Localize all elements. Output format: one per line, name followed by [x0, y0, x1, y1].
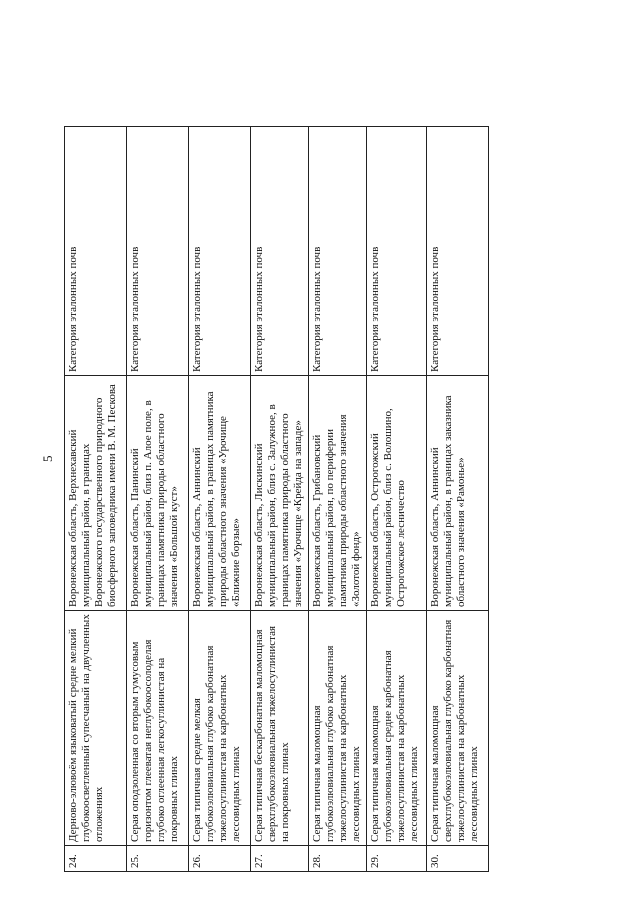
row-number: 30. — [427, 846, 489, 872]
category: Категория эталонных почв — [367, 127, 427, 376]
category: Категория эталонных почв — [309, 127, 367, 376]
category: Категория эталонных почв — [65, 127, 127, 376]
page-number: 5 — [40, 455, 55, 462]
soil-name: Серая типичная маломощная сверхглубокоэлювиальная глубоко карбонатная тяжелосуглинистая на карбонатных лессовидных глинах — [427, 611, 489, 846]
location: Воронежская область, Панинский муниципальный район, близ п. Алое поле, в границах памятника природы областного значения «Большой куст» — [127, 376, 189, 611]
table-row — [367, 127, 427, 872]
location: Воронежская область, Аннинский муниципальный район, в границах памятника природы областного значения «Урочище «Ближние борзые» — [189, 376, 251, 611]
category: Категория эталонных почв — [189, 127, 251, 376]
row-number: 27. — [251, 846, 309, 872]
table-row — [309, 127, 367, 872]
soil-name: Серая типичная маломощная глубокоэлювиальная глубоко карбонатная тяжелосуглинистая на карбонатных лессовидных глинах — [309, 611, 367, 846]
table-row — [189, 127, 251, 872]
location: Воронежская область, Лискинский муниципальный район, близ с. Залужное, в границах памятника природы областного значения «Урочище «Крейда на западе» — [251, 376, 309, 611]
soil-table — [64, 126, 489, 872]
category: Категория эталонных почв — [251, 127, 309, 376]
soil-name: Серая типичная средне мелкая глубокоэлювиальная глубоко карбонатная тяжелосуглинистая на карбонатных лессовидных глинах — [189, 611, 251, 846]
table-row — [65, 127, 127, 872]
soil-name: Дерново-элювоём языковатый средне мелкий глубокоосветленный супесчаный на двучленных отложениях — [65, 611, 127, 846]
table-row — [251, 127, 309, 872]
row-number: 26. — [189, 846, 251, 872]
category: Категория эталонных почв — [127, 127, 189, 376]
soil-name: Серая типичная бескарбонатная маломощная сверхглубокоэлювиальная тяжелосуглинистая на покровных глинах — [251, 611, 309, 846]
row-number: 28. — [309, 846, 367, 872]
row-number: 29. — [367, 846, 427, 872]
row-number: 25. — [127, 846, 189, 872]
location: Воронежская область, Острогожский муниципальный район, близ с. Волошино, Острогожское лесничество — [367, 376, 427, 611]
soil-name: Серая оподзоленная со вторым гумусовым горизонтом глееватая неглубокоосолоделая глубоко оглеенная легкосуглинистая на покровных глинах — [127, 611, 189, 846]
location: Воронежская область, Грибановский муниципальный район, по периферии памятника природы областного значения «Золотой фонд» — [309, 376, 367, 611]
soil-table-container — [64, 127, 614, 872]
table-row — [127, 127, 189, 872]
category: Категория эталонных почв — [427, 127, 489, 376]
location: Воронежская область, Верхнехавский муниципальный район, в границах Воронежского государственного природного биосферного заповедника имени В. М. Пескова — [65, 376, 127, 611]
row-number: 24. — [65, 846, 127, 872]
location: Воронежская область, Аннинский муниципальный район, в границах заказника областного значения «Рамонье» — [427, 376, 489, 611]
table-row — [427, 127, 489, 872]
soil-name: Серая типичная маломощная глубокоэлювиальная средне карбонатная тяжелосуглинистая на карбонатных лессовидных глинах — [367, 611, 427, 846]
